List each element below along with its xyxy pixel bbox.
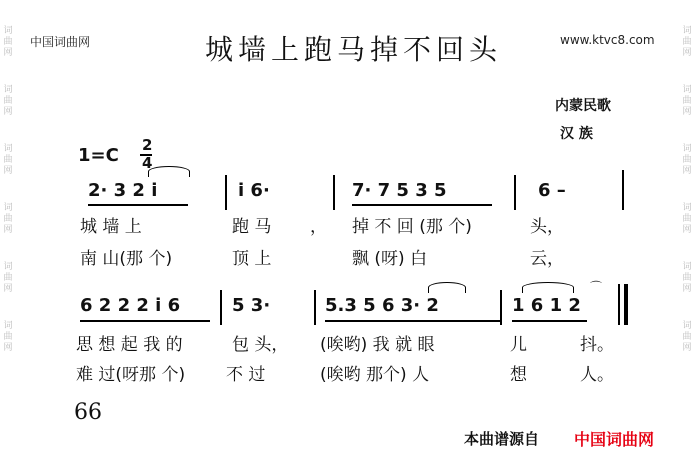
fermata-icon: ⌒: [590, 280, 603, 294]
page-number: 66: [74, 400, 102, 425]
beam-underline: [352, 204, 492, 206]
margin-watermark-char: 曲: [3, 37, 13, 47]
margin-watermark-char: 词: [682, 262, 692, 272]
margin-watermark-char: 网: [682, 107, 692, 117]
margin-watermark-char: 曲: [682, 214, 692, 224]
source-credit: 本曲谱源自: [464, 430, 540, 448]
margin-watermark-char: 曲: [682, 273, 692, 283]
margin-watermark-char: 词: [3, 26, 13, 36]
lyric-verse-2: 难 过(呀那 个): [76, 365, 186, 385]
margin-watermark-char: 曲: [682, 37, 692, 47]
bar-line: [514, 175, 516, 210]
lyric-verse-2: 南 山(那 个): [80, 249, 173, 269]
lyric-verse-1: 思 想 起 我 的: [76, 335, 183, 355]
lyric-verse-2: 人。: [580, 365, 614, 385]
margin-watermark-char: 网: [682, 284, 692, 294]
source-credit-brand: 中国词曲网: [574, 430, 655, 449]
lyric-verse-1: (唉哟) 我 就 眼: [320, 335, 435, 355]
site-watermark-left: 中国词曲网: [30, 35, 91, 49]
margin-watermark-char: 词: [3, 262, 13, 272]
margin-watermark-char: 曲: [3, 332, 13, 342]
key-signature: 1=C: [78, 145, 119, 166]
margin-watermark-char: 网: [3, 225, 13, 235]
time-signature-top: 2: [142, 136, 153, 154]
margin-watermark-char: 曲: [682, 96, 692, 106]
measure-7-notes: 5.3 5 6 3· 2: [325, 295, 439, 316]
margin-watermark-char: 网: [682, 166, 692, 176]
margin-watermark-char: 词: [3, 144, 13, 154]
lyric-verse-2: 飘 (呀) 白: [352, 249, 428, 269]
margin-watermark-char: 网: [3, 107, 13, 117]
beam-underline: [325, 320, 500, 322]
margin-watermark-char: 曲: [3, 214, 13, 224]
margin-watermark-char: 词: [682, 26, 692, 36]
lyric-verse-2: 想: [510, 365, 527, 385]
lyric-verse-2: (唉哟 那个) 人: [320, 365, 430, 385]
margin-watermark-char: 网: [682, 343, 692, 353]
measure-3-notes: 7· 7 5 3 5: [352, 180, 447, 201]
lyric-verse-1: 掉 不 回 (那 个): [352, 217, 472, 237]
lyric-verse-2: 云，: [530, 249, 564, 269]
song-ethnicity: 汉 族: [560, 126, 593, 142]
margin-watermark-char: 曲: [3, 155, 13, 165]
margin-watermark-char: 词: [3, 85, 13, 95]
beam-underline: [88, 204, 188, 206]
margin-watermark-char: 词: [682, 321, 692, 331]
margin-watermark-char: 词: [682, 85, 692, 95]
bar-line: [314, 290, 316, 325]
song-title: 城墙上跑马掉不回头: [205, 33, 503, 66]
margin-watermark-char: 网: [3, 343, 13, 353]
margin-watermark-char: 词: [3, 321, 13, 331]
right-margin-watermark: [679, 0, 695, 473]
lyric-verse-1: 儿: [510, 335, 527, 355]
margin-watermark-char: 网: [682, 48, 692, 58]
margin-watermark-char: 曲: [682, 332, 692, 342]
measure-8-notes: 1 6 1 2: [512, 295, 581, 316]
measure-4-notes: 6 –: [538, 180, 566, 201]
final-bar-line: [624, 284, 628, 325]
bar-line: [622, 170, 624, 210]
measure-6-notes: 5 3·: [232, 295, 271, 316]
bar-line: [333, 175, 335, 210]
lyric-verse-1: ，: [310, 217, 327, 237]
lyric-verse-1: 跑 马: [232, 217, 272, 237]
slur: [148, 166, 190, 177]
final-bar-line: [618, 284, 620, 325]
lyric-verse-2: 顶 上: [232, 249, 272, 269]
margin-watermark-char: 网: [3, 48, 13, 58]
margin-watermark-char: 曲: [682, 155, 692, 165]
lyric-verse-1: 抖。: [580, 335, 614, 355]
lyric-verse-1: 城 墙 上: [80, 217, 142, 237]
margin-watermark-char: 词: [682, 203, 692, 213]
margin-watermark-char: 词: [682, 144, 692, 154]
slur: [428, 282, 466, 293]
margin-watermark-char: 网: [3, 284, 13, 294]
lyric-verse-2: 不 过: [226, 365, 266, 385]
time-signature-bottom: 4: [142, 154, 153, 172]
margin-watermark-char: 曲: [3, 273, 13, 283]
lyric-verse-1: 包 头，: [232, 335, 289, 355]
margin-watermark-char: 词: [3, 203, 13, 213]
site-watermark-right: www.ktvc8.com: [560, 33, 655, 47]
measure-5-notes: 6 2 2 2 i 6: [80, 295, 181, 316]
bar-line: [220, 290, 222, 325]
margin-watermark-char: 网: [3, 166, 13, 176]
slur: [522, 282, 574, 293]
left-margin-watermark: [0, 0, 16, 473]
bar-line: [500, 290, 502, 325]
measure-1-notes: 2· 3 2 i: [88, 180, 158, 201]
beam-underline: [80, 320, 210, 322]
measure-2-notes: i 6·: [238, 180, 270, 201]
bar-line: [225, 175, 227, 210]
margin-watermark-char: 曲: [3, 96, 13, 106]
song-origin: 内蒙民歌: [555, 98, 611, 114]
lyric-verse-1: 头，: [530, 217, 564, 237]
margin-watermark-char: 网: [682, 225, 692, 235]
beam-underline: [512, 320, 587, 322]
